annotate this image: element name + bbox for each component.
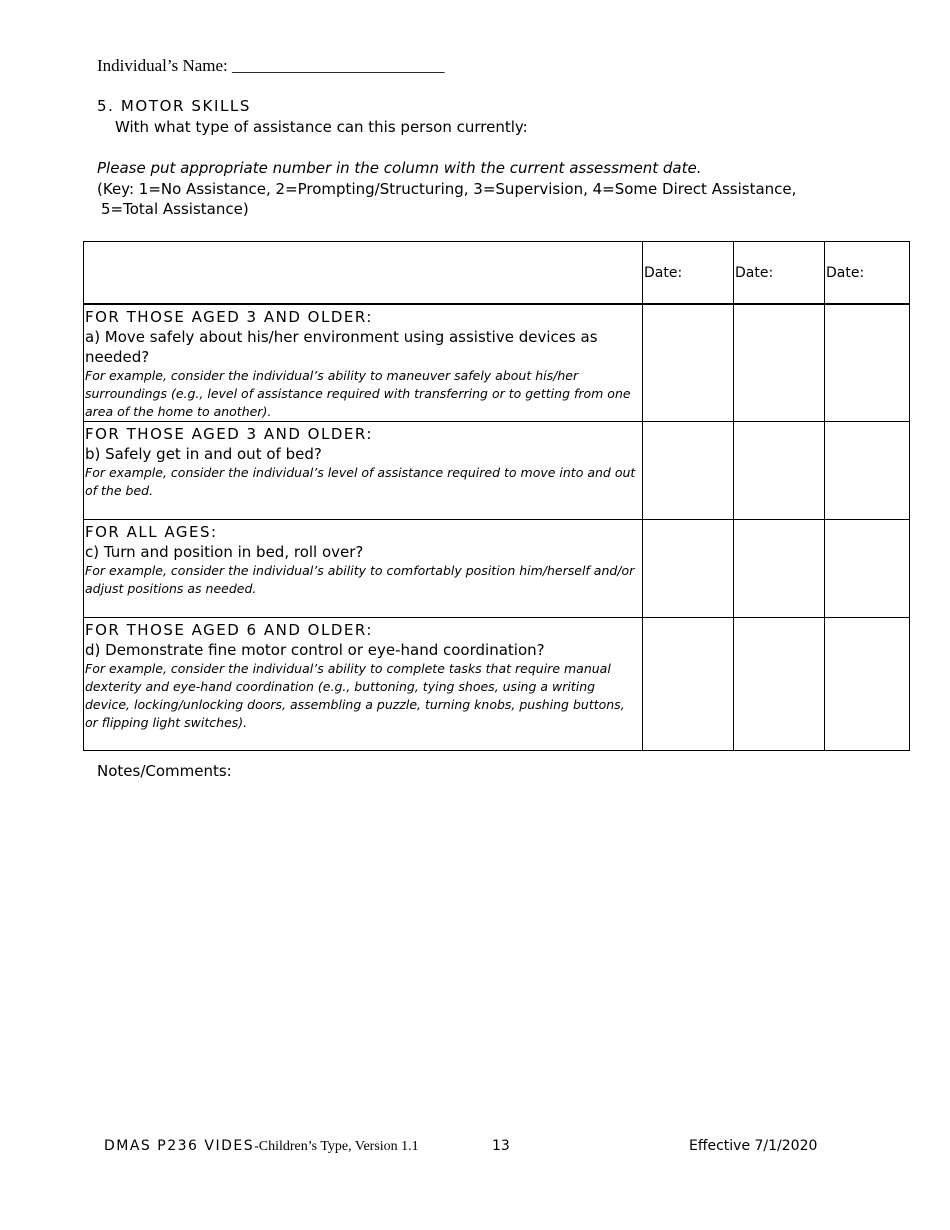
section-question: With what type of assistance can this person currently: xyxy=(115,118,528,136)
rating-cell[interactable] xyxy=(734,618,825,751)
rating-cell[interactable] xyxy=(734,520,825,618)
item-example: For example, consider the individual’s ability to complete tasks that require manual dexterity and eye-hand coordination (e.g., buttoning, tying shoes, using a writing device, locking/unlocking doors, assembling a puzzle, turning knobs, pushing buttons, or flipping light switches). xyxy=(85,661,625,730)
age-group-label: FOR THOSE AGED 3 AND OLDER: xyxy=(85,425,373,443)
assessment-table xyxy=(83,241,910,751)
rating-key-line-2: 5=Total Assistance) xyxy=(101,200,249,218)
item-example: For example, consider the individual’s ability to maneuver safely about his/her surroundings (e.g., level of assistance required with transferring or to getting from one area of the home to another). xyxy=(85,368,631,419)
age-group-label: FOR ALL AGES: xyxy=(85,523,218,541)
item-cell xyxy=(84,304,643,422)
individual-name-line xyxy=(97,56,445,76)
table-row xyxy=(84,520,910,618)
table-row xyxy=(84,304,910,422)
rating-cell[interactable] xyxy=(643,422,734,520)
name-label: Individual’s Name: xyxy=(97,56,233,75)
item-cell xyxy=(84,422,643,520)
footer-form-name xyxy=(104,1138,419,1155)
item-example: For example, consider the individual’s level of assistance required to move into and out of the bed. xyxy=(85,465,636,498)
rating-cell[interactable] xyxy=(643,618,734,751)
rating-cell[interactable] xyxy=(734,304,825,422)
rating-cell[interactable] xyxy=(643,520,734,618)
age-group-label: FOR THOSE AGED 3 AND OLDER: xyxy=(85,308,373,326)
item-question: a) Move safely about his/her environment using assistive devices as needed? xyxy=(85,328,598,366)
rating-cell[interactable] xyxy=(825,520,910,618)
date-header-1[interactable]: Date: xyxy=(643,242,734,305)
item-cell xyxy=(84,520,643,618)
instruction-text: Please put appropriate number in the column with the current assessment date. xyxy=(97,159,702,177)
rating-cell[interactable] xyxy=(734,422,825,520)
item-question: b) Safely get in and out of bed? xyxy=(85,445,322,463)
rating-key-line-1: (Key: 1=No Assistance, 2=Prompting/Structuring, 3=Supervision, 4=Some Direct Assistance, xyxy=(97,180,797,198)
footer-form-title: -Children’s Type, Version 1.1 xyxy=(254,1139,419,1154)
footer-effective-date: Effective 7/1/2020 xyxy=(689,1138,818,1154)
rating-cell[interactable] xyxy=(825,422,910,520)
item-question: d) Demonstrate fine motor control or eye-hand coordination? xyxy=(85,641,545,659)
notes-label: Notes/Comments: xyxy=(97,762,232,780)
footer-form-id: DMAS P236 VIDES xyxy=(104,1138,255,1154)
section-title: 5. MOTOR SKILLS xyxy=(97,97,252,115)
rating-cell[interactable] xyxy=(825,304,910,422)
table-row xyxy=(84,618,910,751)
footer-page-number: 13 xyxy=(492,1138,510,1154)
item-header-cell xyxy=(84,242,643,305)
age-group-label: FOR THOSE AGED 6 AND OLDER: xyxy=(85,621,373,639)
item-cell xyxy=(84,618,643,751)
table-header-row xyxy=(84,242,910,305)
name-blank[interactable]: _________________________ xyxy=(232,56,445,75)
table-row xyxy=(84,422,910,520)
date-header-2[interactable]: Date: xyxy=(734,242,825,305)
rating-cell[interactable] xyxy=(643,304,734,422)
item-question: c) Turn and position in bed, roll over? xyxy=(85,543,364,561)
rating-cell[interactable] xyxy=(825,618,910,751)
date-header-3[interactable]: Date: xyxy=(825,242,910,305)
item-example: For example, consider the individual’s ability to comfortably position him/herself and/or adjust positions as needed. xyxy=(85,563,635,596)
